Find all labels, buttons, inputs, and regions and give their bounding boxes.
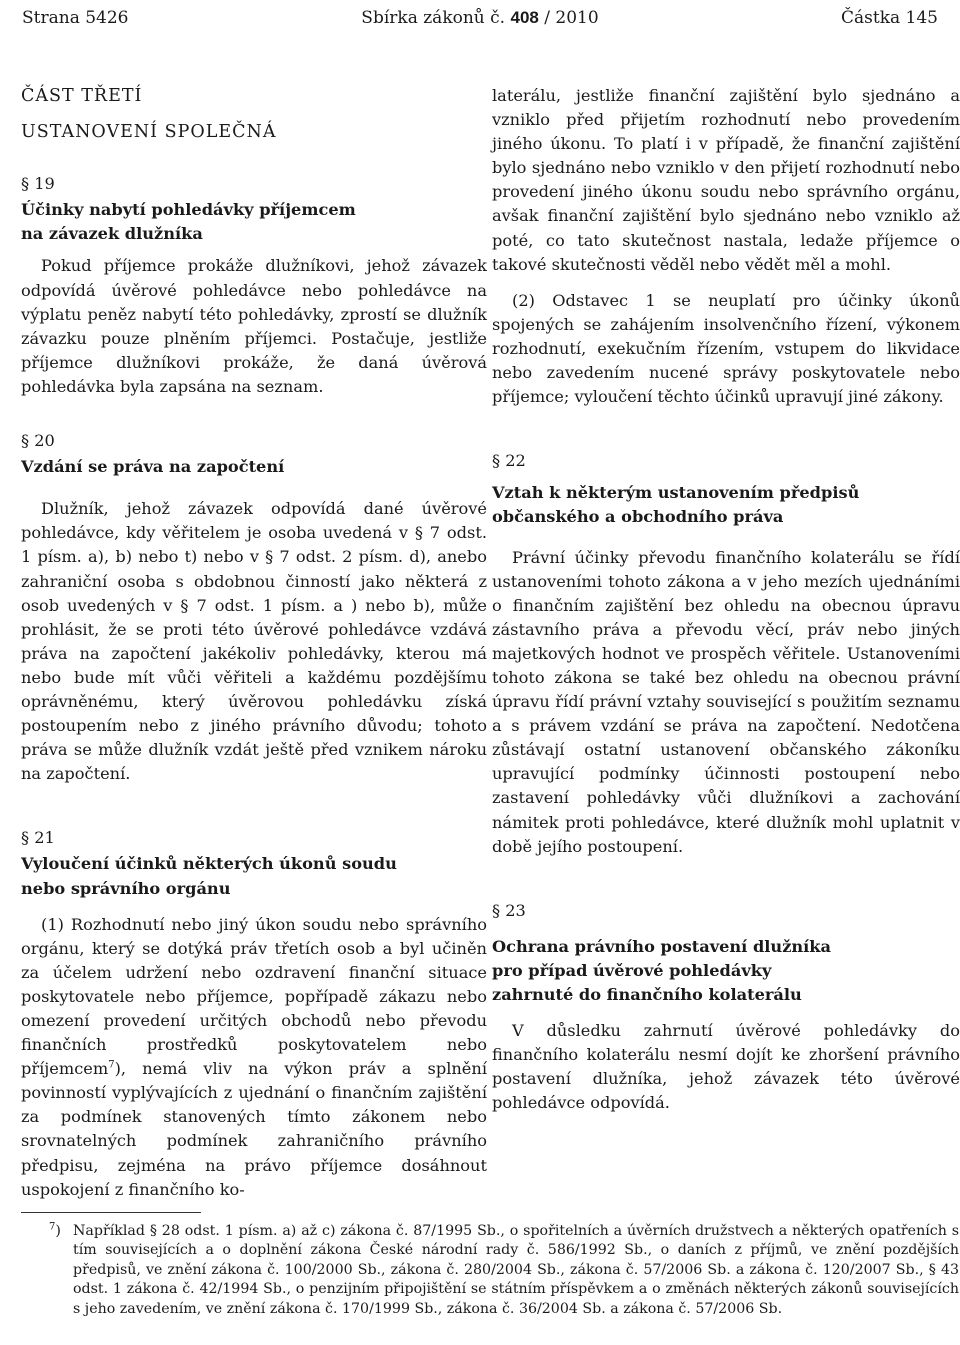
section-21-paragraph-1-start: (1) Rozhodnutí nebo jiný úkon soudu nebo správního orgánu, který se dotýká práv třetích osob a byl učiněn za účelem udržení nebo ozdravení finanční situace poskytovatele nebo příjemce, popřípadě zákazu nebo omezení provedení určitých obchodů nebo převodu finančních prostředků poskytovatelem nebo příjemcem [21,914,487,1079]
section-19-title-line2: na závazek dlužníka [21,224,203,244]
part-title: ČÁST TŘETÍ [21,86,143,106]
section-19-paragraph: Pokud příjemce prokáže dlužníkovi, jehož závazek odpovídá úvěrové pohledávce nebo pohledávce na výplatu peněz nabytí této pohledávky, zprostí se dlužník závazku pouze plněním příjemci. Postačuje, jestliže příjemce dlužníkovi prokáže, že daná úvěrová pohledávka byla zapsána na seznam. [21,256,487,396]
footnote-text: Například § 28 odst. 1 písm. a) až c) zákona č. 87/1995 Sb., o spořitelních a úvěrních družstvech a některých opatřeních s tím souvisejících a o doplnění zákona České národní rady č. 586/1992 Sb., o daních z příjmů, ve znění pozdějších předpisů, ve znění zákona č. 100/2000 Sb., zákona č. 280/2004 Sb., zákona č. 57/2006 Sb. a zákona č. 120/2007 Sb., § 43 odst. 1 zákona č. 42/1994 Sb., o penzijním připojištění se státním příspěvkem a o změnách některých zákonů souvisejících s jeho zavedením, ve znění zákona č. 170/1999 Sb., zákona č. 36/2004 Sb. a zákona č. 57/2006 Sb. [73,1223,959,1317]
section-19-number: § 19 [21,174,55,194]
footnote-number: 7 [49,1221,56,1233]
section-23-number: § 23 [492,900,526,920]
page-header [22,6,938,30]
footnote-mark: $^7$) [49,1221,61,1239]
section-20-paragraph: Dlužník, jehož závazek odpovídá dané úvěrové pohledávce, kdy věřitelem je osoba uvedená v § 7 odst. 1 písm. a), b) nebo t) nebo v § 7 odst. 2 písm. d), anebo zahraniční osoba s obdobnou činností jako některá z osob uvedených v § 7 odst. 1 písm. a ) nebo b), může prohlásit, že se proti této úvěrové pohledávce vzdává práva na započtení jakékoliv pohledávky, kterou má nebo bude mít vůči věřiteli a každému pozdějšímu oprávněnému, který úvěrovou pohledávku získá postoupením nebo z jiného právního důvodu; tohoto práva se může dlužník vzdát ještě před vznikem nároku na započtení. [21,499,487,784]
part-subtitle: USTANOVENÍ SPOLEČNÁ [21,122,277,143]
law-number: 408 [510,8,539,27]
section-21-paragraph-1-end: ), nemá vliv na výkon práv a splnění povinností vyplývajících z ujednání o finančním zajištění za podmínek stanovených tímto zákonem nebo srovnatelných podmínek zahraničního právního předpisu, zejména na právo příjemce dosáhnout uspokojení z finančního ko- [21,1059,487,1199]
section-21-continuation: laterálu, jestliže finanční zajištění bylo sjednáno a vzniklo před přijetím rozhodnutí nebo provedením jiného úkonu. To platí i v případě, že finanční zajištění bylo sjednáno nebo vzniklo v den přijetí rozhodnutí nebo provedení jiného úkonu soudu nebo správního orgánu, avšak finanční zajištění bylo sjednáno nebo vzniklo až poté, co tato skutečnost nastala, ledaže příjemce o takové skutečnosti věděl nebo vědět měl a mohl. [492,86,960,274]
right-column [492,84,960,1115]
section-22-title-line1: Vztah k některým ustanovením předpisů [492,483,860,503]
section-21-title-line2: nebo správního orgánu [21,878,231,898]
section-20-number: § 20 [21,431,55,451]
section-23-title-line1: Ochrana právního postavení dlužníka [492,936,832,956]
footnote-divider [21,1212,201,1213]
collection-title [22,6,938,30]
section-21-paragraph-1 [21,913,487,1202]
section-20-title: Vzdání se práva na započtení [21,457,285,477]
section-21-title-line1: Vyloučení účinků některých úkonů soudu [21,854,397,874]
left-column [21,84,487,1202]
section-22-title-line2: občanského a obchodního práva [492,507,784,527]
section-19-title-line1: Účinky nabytí pohledávky příjemcem [21,200,356,220]
section-22-number: § 22 [492,451,526,471]
section-21-number: § 21 [21,828,55,848]
page-number: Strana 5426 [22,8,129,28]
section-22-paragraph: Právní účinky převodu finančního kolaterálu se řídí ustanoveními tohoto zákona a v jeho mezích ujednáními o finančním zajištění bez ohledu na obecnou úpravu zástavního práva a převodu věcí, práv nebo jiných majetkových hodnot ve prospěch věřitele. Ustanoveními tohoto zákona se také bez ohledu na obecnou právní úpravu řídí právní vztahy související s použitím seznamu a s právem vzdání se práva na započtení. Nedotčena zůstávají ostatní ustanovení občanského zákoníku upravující podmínky účinnosti postoupení nebo zastavení pohledávky vůči dlužníkovi a zachování námitek proti pohledávce, které dlužník mohl uplatnit v době jejího postoupení. [492,547,960,856]
section-21-paragraph-2: (2) Odstavec 1 se neuplatí pro účinky úkonů spojených se zahájením insolvenčního řízení, výkonem rozhodnutí, exekučním řízením, vstupem do likvidace nebo zavedením nucené správy poskytovatele nebo příjemce; vyloučení těchto účinků upravují jiné zákony. [492,290,960,407]
section-23-title-line2: pro případ úvěrové pohledávky [492,960,772,980]
section-23-title-line3: zahrnuté do finančního kolaterálu [492,985,802,1004]
part-number: Částka 145 [841,8,938,28]
law-year: / 2010 [538,8,599,28]
collection-label: Sbírka zákonů č. [361,8,506,28]
section-23-paragraph: V důsledku zahrnutí úvěrové pohledávky do finančního kolaterálu nesmí dojít ke zhoršení právního postavení dlužníka, jehož závazek této úvěrové pohledávce odpovídá. [492,1021,960,1113]
footnote-reference[interactable]: 7 [108,1059,115,1071]
footnotes [21,1222,959,1319]
